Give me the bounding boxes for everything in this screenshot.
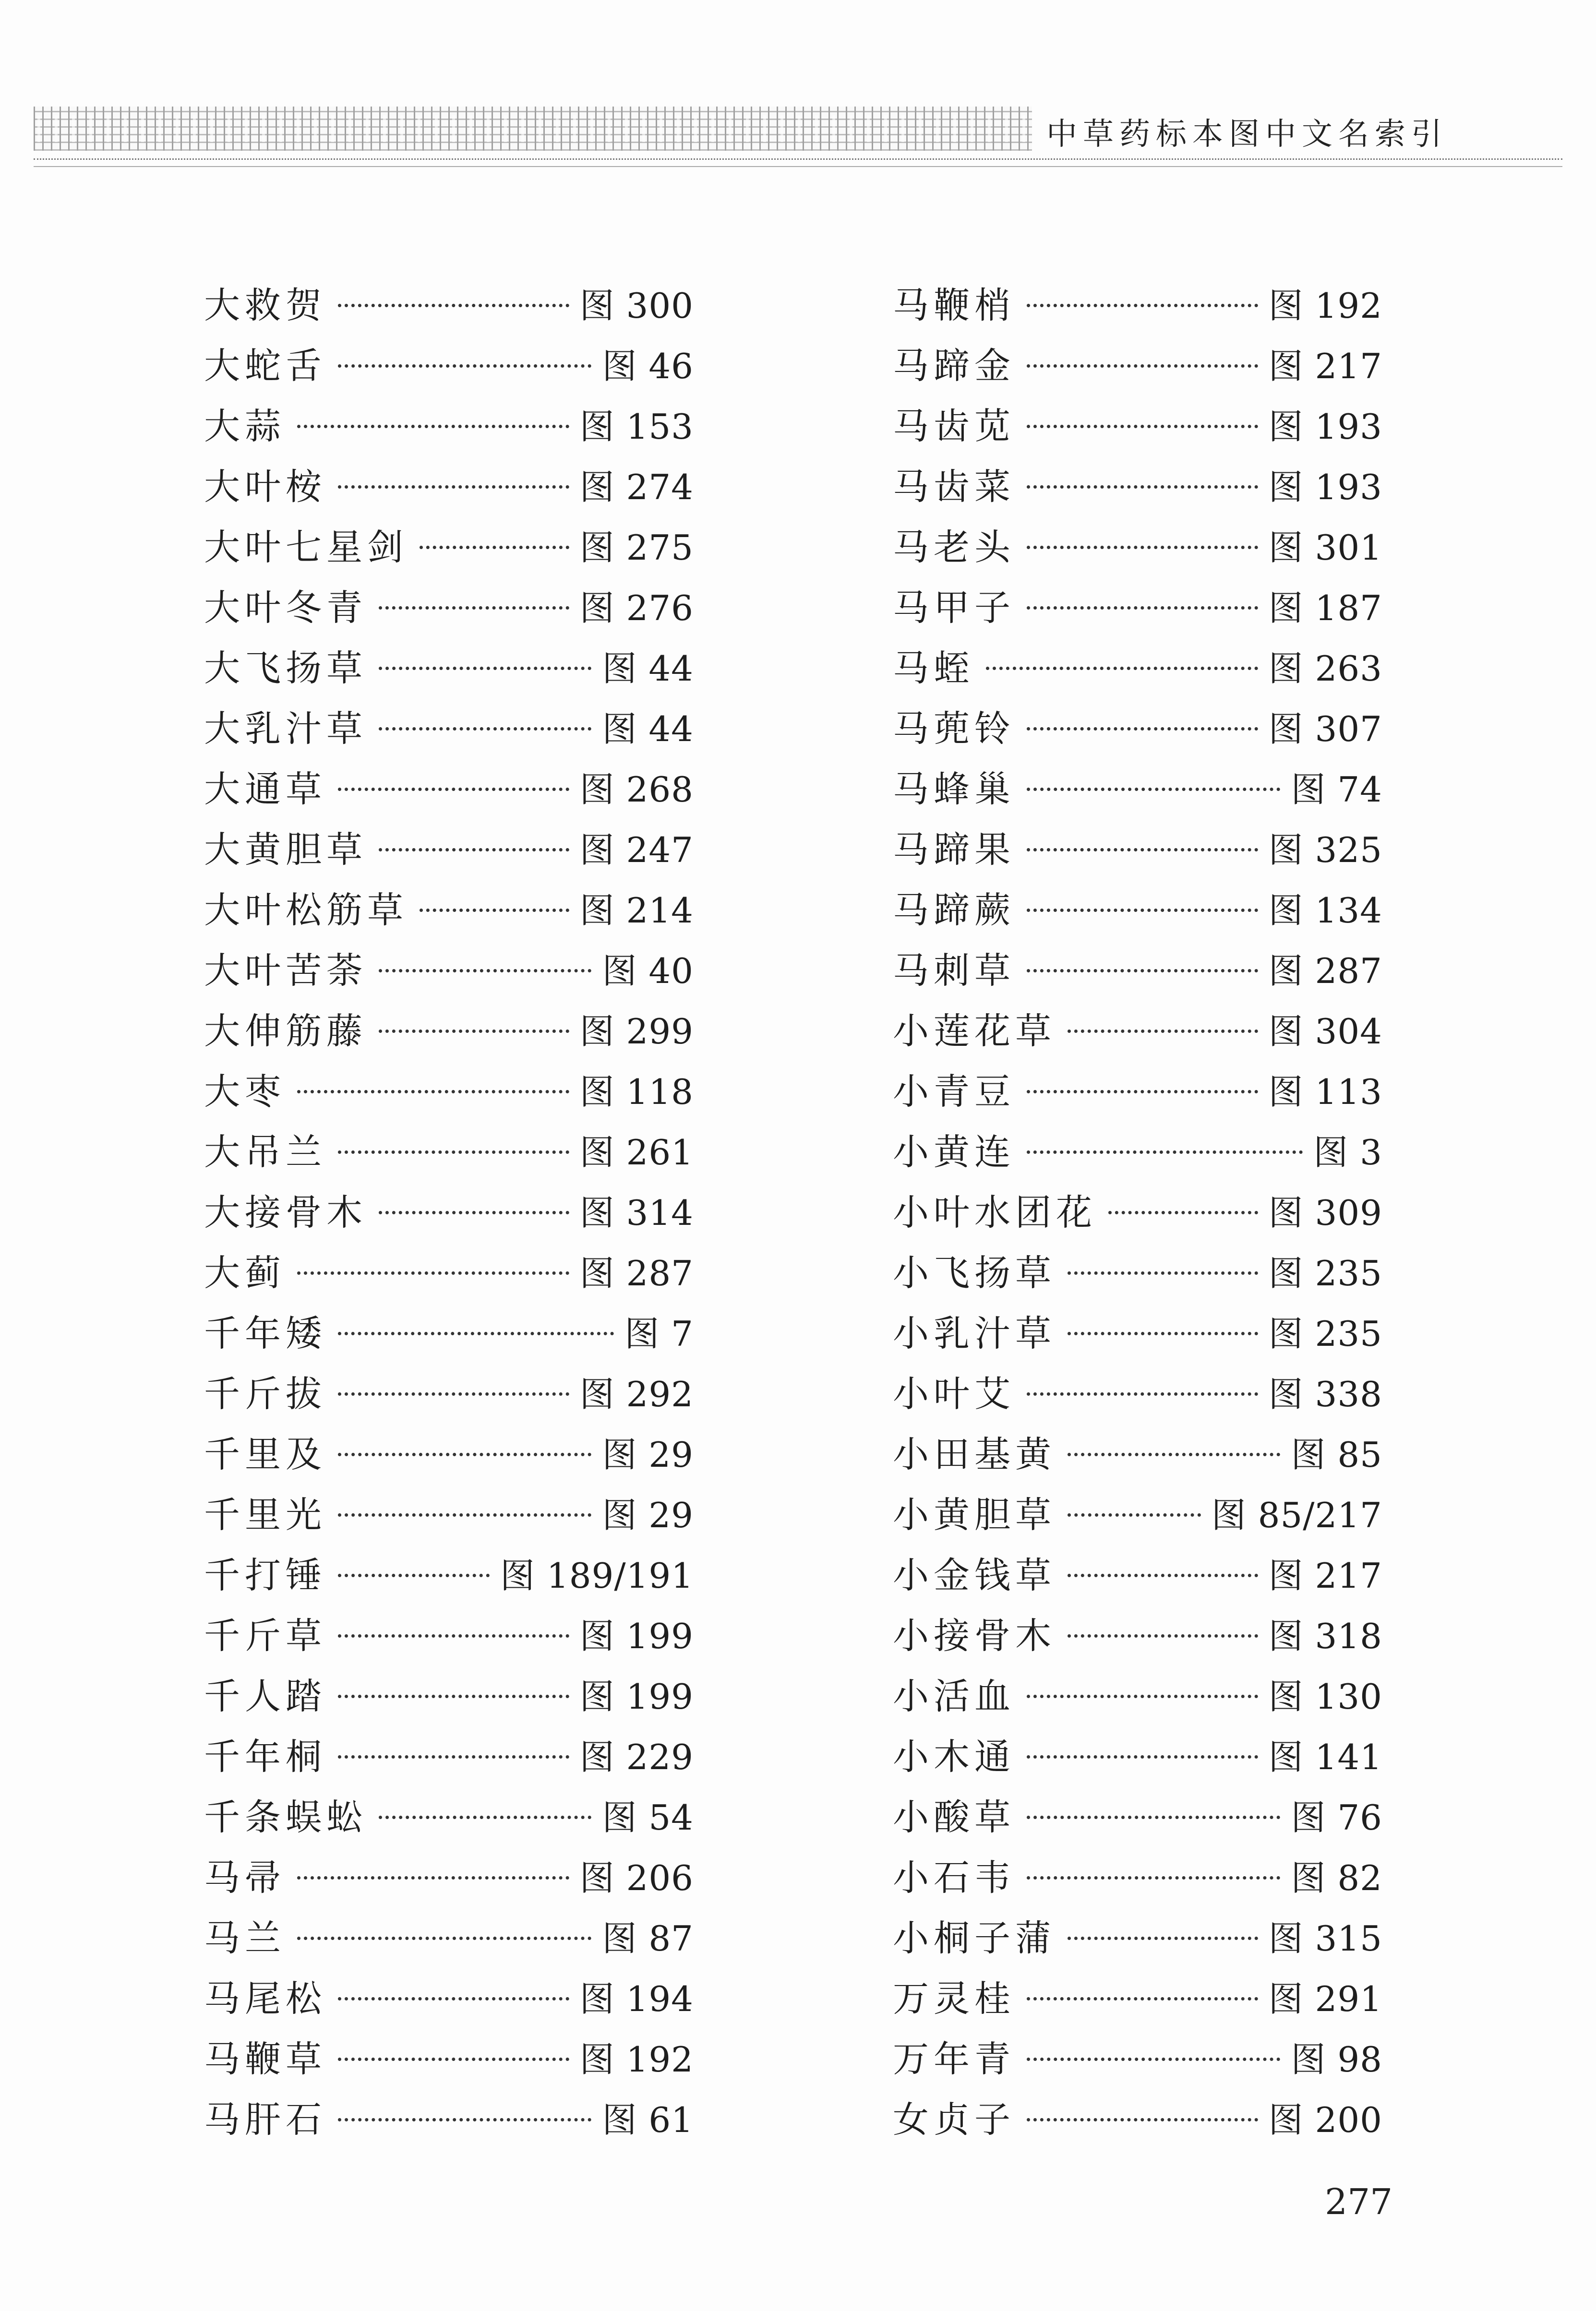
leader-dots bbox=[1027, 606, 1258, 610]
leader-dots bbox=[420, 909, 569, 912]
index-entry bbox=[893, 396, 1382, 456]
index-entry-figure-ref: 图 82 bbox=[1291, 1858, 1382, 1898]
index-entry-figure-ref: 图 118 bbox=[579, 1072, 694, 1112]
leader-dots bbox=[297, 1937, 591, 1940]
leader-dots bbox=[338, 2058, 569, 2061]
index-entry bbox=[204, 638, 694, 698]
leader-dots bbox=[338, 1150, 569, 1154]
index-entry-figure-ref: 图 247 bbox=[579, 830, 694, 870]
index-entry-figure-ref: 图 74 bbox=[1291, 769, 1382, 810]
index-entry-name: 千里光 bbox=[204, 1494, 327, 1536]
index-entry bbox=[893, 456, 1382, 517]
header-decorative-pattern bbox=[34, 115, 1032, 142]
index-entry-name: 千年桐 bbox=[204, 1736, 327, 1778]
index-entry bbox=[893, 1787, 1382, 1847]
index-entry-figure-ref: 图 193 bbox=[1268, 407, 1382, 447]
leader-dots bbox=[1027, 848, 1258, 851]
index-entry-name: 小田基黄 bbox=[893, 1433, 1056, 1475]
index-entry-name: 马蔸铃 bbox=[893, 707, 1016, 750]
leader-dots bbox=[1027, 2058, 1280, 2061]
index-entry-figure-ref: 图 275 bbox=[579, 527, 694, 568]
index-entry-name: 大通草 bbox=[204, 768, 327, 810]
index-entry-name: 马肝石 bbox=[204, 2098, 327, 2141]
index-entry-figure-ref: 图 44 bbox=[602, 709, 694, 749]
leader-dots bbox=[338, 304, 569, 307]
index-entry-name: 小飞扬草 bbox=[893, 1252, 1056, 1294]
index-entry-figure-ref: 图 113 bbox=[1268, 1072, 1382, 1112]
leader-dots bbox=[338, 788, 569, 791]
index-entry bbox=[893, 1605, 1382, 1666]
index-entry-name: 女贞子 bbox=[893, 2098, 1016, 2141]
index-entry bbox=[893, 1243, 1382, 1303]
leader-dots bbox=[1027, 1816, 1280, 1819]
index-entry-figure-ref: 图 199 bbox=[579, 1676, 694, 1717]
index-entry-name: 万灵桂 bbox=[893, 1977, 1016, 2020]
index-entry-figure-ref: 图 192 bbox=[579, 2039, 694, 2080]
index-entry-name: 大叶桉 bbox=[204, 466, 327, 508]
index-entry-name: 大黄胆草 bbox=[204, 828, 368, 871]
index-entry-figure-ref: 图 29 bbox=[602, 1495, 694, 1535]
index-entry bbox=[204, 2089, 694, 2150]
index-entry bbox=[893, 1968, 1382, 2029]
index-entry-name: 大吊兰 bbox=[204, 1131, 327, 1173]
index-entry-name: 大接骨木 bbox=[204, 1191, 368, 1233]
leader-dots bbox=[1027, 727, 1258, 730]
index-entry-name: 马鞭梢 bbox=[893, 284, 1016, 326]
index-entry bbox=[204, 1545, 694, 1605]
index-entry bbox=[893, 275, 1382, 335]
header-dotted-rule bbox=[34, 158, 1562, 160]
leader-dots bbox=[297, 1271, 569, 1275]
leader-dots bbox=[1068, 1937, 1258, 1940]
leader-dots bbox=[338, 1634, 569, 1638]
index-entry-figure-ref: 图 217 bbox=[1268, 346, 1382, 386]
index-entry bbox=[204, 880, 694, 940]
index-entry bbox=[893, 577, 1382, 638]
index-entry-figure-ref: 图 40 bbox=[602, 951, 694, 991]
index-entry-name: 小叶艾 bbox=[893, 1373, 1016, 1415]
leader-dots bbox=[1027, 304, 1258, 307]
index-entry-figure-ref: 图 287 bbox=[579, 1253, 694, 1293]
index-entry bbox=[204, 1182, 694, 1243]
index-entry-figure-ref: 图 235 bbox=[1268, 1314, 1382, 1354]
index-entry-figure-ref: 图 7 bbox=[624, 1314, 694, 1354]
index-entry bbox=[204, 940, 694, 1001]
leader-dots bbox=[1027, 1695, 1258, 1698]
leader-dots bbox=[1068, 1271, 1258, 1275]
index-entry-name: 大救贺 bbox=[204, 284, 327, 326]
index-entry bbox=[204, 1908, 694, 1968]
index-entry bbox=[204, 1303, 694, 1364]
index-entry bbox=[893, 1061, 1382, 1122]
index-entry-name: 大飞扬草 bbox=[204, 647, 368, 689]
index-entry bbox=[204, 1968, 694, 2029]
index-entry-figure-ref: 图 300 bbox=[579, 286, 694, 326]
index-entry-name: 马齿菜 bbox=[893, 466, 1016, 508]
leader-dots bbox=[1027, 546, 1258, 549]
leader-dots bbox=[1027, 1997, 1258, 2000]
leader-dots bbox=[1027, 1755, 1258, 1759]
index-entry-figure-ref: 图 189/191 bbox=[500, 1556, 694, 1596]
index-entry bbox=[893, 759, 1382, 819]
index-entry-figure-ref: 图 98 bbox=[1291, 2039, 1382, 2080]
index-entry bbox=[204, 1001, 694, 1061]
index-entry-figure-ref: 图 304 bbox=[1268, 1011, 1382, 1052]
index-entry-name: 小酸草 bbox=[893, 1796, 1016, 1838]
index-entry-name: 大蛇舌 bbox=[204, 345, 327, 387]
index-entry-name: 小石韦 bbox=[893, 1856, 1016, 1899]
index-entry bbox=[893, 880, 1382, 940]
index-entry-figure-ref: 图 192 bbox=[1268, 286, 1382, 326]
index-entry-name: 马鞭草 bbox=[204, 2038, 327, 2080]
index-entry-name: 小乳汁草 bbox=[893, 1312, 1056, 1354]
leader-dots bbox=[1068, 1332, 1258, 1335]
index-entry-figure-ref: 图 44 bbox=[602, 648, 694, 689]
index-entry bbox=[893, 1182, 1382, 1243]
index-entry bbox=[893, 2089, 1382, 2150]
index-entry-name: 马齿苋 bbox=[893, 405, 1016, 447]
index-entry-name: 大叶松筋草 bbox=[204, 889, 408, 931]
index-entry-name: 千斤草 bbox=[204, 1615, 327, 1657]
index-entry bbox=[204, 275, 694, 335]
index-entry-name: 马蹄果 bbox=[893, 828, 1016, 871]
leader-dots bbox=[986, 667, 1258, 670]
index-entry-figure-ref: 图 299 bbox=[579, 1011, 694, 1052]
index-entry-name: 马兰 bbox=[204, 1917, 286, 1959]
leader-dots bbox=[297, 425, 569, 428]
leader-dots bbox=[379, 1211, 569, 1214]
index-entry-figure-ref: 图 263 bbox=[1268, 648, 1382, 689]
index-column-left bbox=[204, 275, 694, 2150]
index-entry-figure-ref: 图 85/217 bbox=[1211, 1495, 1382, 1535]
index-entry bbox=[893, 1726, 1382, 1787]
index-entry bbox=[893, 517, 1382, 577]
index-entry bbox=[204, 759, 694, 819]
index-entry-name: 小黄胆草 bbox=[893, 1494, 1056, 1536]
leader-dots bbox=[297, 1090, 569, 1093]
index-entry-figure-ref: 图 199 bbox=[579, 1616, 694, 1656]
index-entry-name: 大枣 bbox=[204, 1070, 286, 1113]
index-entry-figure-ref: 图 268 bbox=[579, 769, 694, 810]
index-entry-name: 千斤拔 bbox=[204, 1373, 327, 1415]
leader-dots bbox=[338, 1392, 569, 1396]
leader-dots bbox=[379, 969, 591, 972]
index-entry bbox=[893, 638, 1382, 698]
leader-dots bbox=[1068, 1634, 1258, 1638]
running-header-title: 中草药标本图中文名索引 bbox=[1046, 117, 1448, 152]
leader-dots bbox=[1027, 1150, 1303, 1154]
index-entry-figure-ref: 图 200 bbox=[1268, 2100, 1382, 2140]
index-entry-name: 小青豆 bbox=[893, 1070, 1016, 1113]
index-entry-figure-ref: 图 29 bbox=[602, 1435, 694, 1475]
leader-dots bbox=[1027, 1392, 1258, 1396]
index-entry-figure-ref: 图 87 bbox=[602, 1918, 694, 1959]
leader-dots bbox=[338, 1453, 591, 1456]
index-entry bbox=[204, 1243, 694, 1303]
index-entry-name: 千人踏 bbox=[204, 1675, 327, 1717]
index-entry-figure-ref: 图 291 bbox=[1268, 1979, 1382, 2019]
index-entry-name: 千条蜈蚣 bbox=[204, 1796, 368, 1838]
index-entry-name: 小叶水团花 bbox=[893, 1191, 1097, 1233]
index-entry bbox=[204, 2029, 694, 2089]
leader-dots bbox=[338, 1755, 569, 1759]
leader-dots bbox=[1027, 909, 1258, 912]
index-entry-name: 马蹄蕨 bbox=[893, 889, 1016, 931]
index-entry bbox=[893, 1303, 1382, 1364]
index-entry bbox=[204, 1605, 694, 1666]
leader-dots bbox=[1027, 788, 1280, 791]
index-entry-name: 大叶七星剑 bbox=[204, 526, 408, 568]
index-entry-name: 小接骨木 bbox=[893, 1615, 1056, 1657]
index-entry bbox=[204, 1424, 694, 1485]
index-entry bbox=[204, 577, 694, 638]
leader-dots bbox=[338, 1574, 490, 1577]
index-entry-name: 千年矮 bbox=[204, 1312, 327, 1354]
leader-dots bbox=[379, 667, 591, 670]
index-entry-figure-ref: 图 194 bbox=[579, 1979, 694, 2019]
index-entry-figure-ref: 图 314 bbox=[579, 1193, 694, 1233]
index-entry-figure-ref: 图 309 bbox=[1268, 1193, 1382, 1233]
leader-dots bbox=[338, 485, 569, 489]
index-entry bbox=[204, 1061, 694, 1122]
index-entry-name: 小金钱草 bbox=[893, 1554, 1056, 1596]
index-entry-figure-ref: 图 3 bbox=[1313, 1132, 1382, 1173]
index-entry-figure-ref: 图 54 bbox=[602, 1797, 694, 1838]
leader-dots bbox=[1108, 1211, 1258, 1214]
index-entry-name: 小黄连 bbox=[893, 1131, 1016, 1173]
index-entry-figure-ref: 图 217 bbox=[1268, 1556, 1382, 1596]
index-entry-name: 马老头 bbox=[893, 526, 1016, 568]
index-entry-name: 马尾松 bbox=[204, 1977, 327, 2020]
leader-dots bbox=[338, 1332, 614, 1335]
index-entry-figure-ref: 图 274 bbox=[579, 467, 694, 507]
index-entry bbox=[893, 1424, 1382, 1485]
index-entry-figure-ref: 图 61 bbox=[602, 2100, 694, 2140]
leader-dots bbox=[1027, 364, 1258, 368]
index-entry-figure-ref: 图 276 bbox=[579, 588, 694, 628]
index-entry-figure-ref: 图 153 bbox=[579, 407, 694, 447]
index-entry bbox=[204, 1726, 694, 1787]
index-entry-figure-ref: 图 307 bbox=[1268, 709, 1382, 749]
leader-dots bbox=[338, 1513, 591, 1517]
index-entry-name: 小桐子蒲 bbox=[893, 1917, 1056, 1959]
index-entry-figure-ref: 图 301 bbox=[1268, 527, 1382, 568]
index-entry-name: 马帚 bbox=[204, 1856, 286, 1899]
index-entry-figure-ref: 图 235 bbox=[1268, 1253, 1382, 1293]
leader-dots bbox=[1027, 1090, 1258, 1093]
index-entry bbox=[893, 1908, 1382, 1968]
leader-dots bbox=[338, 1695, 569, 1698]
index-entry-name: 大蒜 bbox=[204, 405, 286, 447]
index-entry bbox=[204, 1485, 694, 1545]
index-entry bbox=[893, 1485, 1382, 1545]
index-entry-name: 小莲花草 bbox=[893, 1010, 1056, 1052]
index-entry-name: 大蓟 bbox=[204, 1252, 286, 1294]
index-entry-figure-ref: 图 315 bbox=[1268, 1918, 1382, 1959]
index-entry bbox=[204, 1666, 694, 1726]
index-entry bbox=[893, 2029, 1382, 2089]
index-entry bbox=[204, 698, 694, 759]
index-entry bbox=[893, 1364, 1382, 1424]
index-entry-name: 马蛭 bbox=[893, 647, 975, 689]
leader-dots bbox=[1068, 1574, 1258, 1577]
index-entry-name: 马蜂巢 bbox=[893, 768, 1016, 810]
index-entry-figure-ref: 图 85 bbox=[1291, 1435, 1382, 1475]
leader-dots bbox=[379, 848, 569, 851]
index-entry-name: 大伸筋藤 bbox=[204, 1010, 368, 1052]
index-entry-figure-ref: 图 214 bbox=[579, 890, 694, 931]
index-entry-figure-ref: 图 130 bbox=[1268, 1676, 1382, 1717]
index-entry bbox=[893, 940, 1382, 1001]
index-entry bbox=[893, 819, 1382, 880]
index-entry-figure-ref: 图 76 bbox=[1291, 1797, 1382, 1838]
index-entry-figure-ref: 图 206 bbox=[579, 1858, 694, 1898]
index-entry bbox=[893, 1122, 1382, 1182]
leader-dots bbox=[420, 546, 569, 549]
index-entry-name: 千里及 bbox=[204, 1433, 327, 1475]
index-entry-name: 大乳汁草 bbox=[204, 707, 368, 750]
index-entry bbox=[204, 517, 694, 577]
index-entry-figure-ref: 图 46 bbox=[602, 346, 694, 386]
leader-dots bbox=[338, 1997, 569, 2000]
index-entry bbox=[893, 1001, 1382, 1061]
index-entry bbox=[893, 335, 1382, 396]
leader-dots bbox=[1068, 1453, 1280, 1456]
index-entry-figure-ref: 图 338 bbox=[1268, 1374, 1382, 1414]
index-entry-figure-ref: 图 193 bbox=[1268, 467, 1382, 507]
index-entry bbox=[204, 1364, 694, 1424]
leader-dots bbox=[1027, 1876, 1280, 1880]
index-entry-figure-ref: 图 287 bbox=[1268, 951, 1382, 991]
leader-dots bbox=[1027, 485, 1258, 489]
index-column-right bbox=[893, 275, 1382, 2150]
index-entry-name: 万年青 bbox=[893, 2038, 1016, 2080]
index-entry-name: 马甲子 bbox=[893, 587, 1016, 629]
index-entry-figure-ref: 图 141 bbox=[1268, 1737, 1382, 1777]
index-entry bbox=[204, 456, 694, 517]
leader-dots bbox=[379, 1816, 591, 1819]
index-entry-name: 马蹄金 bbox=[893, 345, 1016, 387]
index-entry bbox=[893, 1666, 1382, 1726]
index-entry-figure-ref: 图 325 bbox=[1268, 830, 1382, 870]
index-entry-figure-ref: 图 292 bbox=[579, 1374, 694, 1414]
index-entry bbox=[204, 1847, 694, 1908]
index-entry bbox=[204, 396, 694, 456]
index-entry bbox=[204, 819, 694, 880]
leader-dots bbox=[379, 1030, 569, 1033]
index-entry-figure-ref: 图 187 bbox=[1268, 588, 1382, 628]
index-entry bbox=[204, 1122, 694, 1182]
index-entry-figure-ref: 图 261 bbox=[579, 1132, 694, 1173]
leader-dots bbox=[338, 2118, 591, 2121]
leader-dots bbox=[297, 1876, 569, 1880]
leader-dots bbox=[338, 364, 591, 368]
header-rule bbox=[34, 166, 1562, 167]
index-entry-name: 马刺草 bbox=[893, 949, 1016, 992]
index-entry-name: 千打锤 bbox=[204, 1554, 327, 1596]
index-entry bbox=[893, 1545, 1382, 1605]
index-entry-figure-ref: 图 134 bbox=[1268, 890, 1382, 931]
index-entry-figure-ref: 图 318 bbox=[1268, 1616, 1382, 1656]
leader-dots bbox=[379, 606, 569, 610]
leader-dots bbox=[1027, 2118, 1258, 2121]
index-entry-figure-ref: 图 229 bbox=[579, 1737, 694, 1777]
leader-dots bbox=[1027, 425, 1258, 428]
index-entry bbox=[893, 1847, 1382, 1908]
index-entry-name: 小活血 bbox=[893, 1675, 1016, 1717]
index-entry bbox=[204, 335, 694, 396]
index-entry bbox=[204, 1787, 694, 1847]
index-entry-name: 小木通 bbox=[893, 1736, 1016, 1778]
page-number: 277 bbox=[1325, 2181, 1393, 2223]
index-entry bbox=[893, 698, 1382, 759]
leader-dots bbox=[1068, 1513, 1201, 1517]
index-entry-name: 大叶冬青 bbox=[204, 587, 368, 629]
index-entry-name: 大叶苦荼 bbox=[204, 949, 368, 992]
leader-dots bbox=[1027, 969, 1258, 972]
leader-dots bbox=[1068, 1030, 1258, 1033]
leader-dots bbox=[379, 727, 591, 730]
